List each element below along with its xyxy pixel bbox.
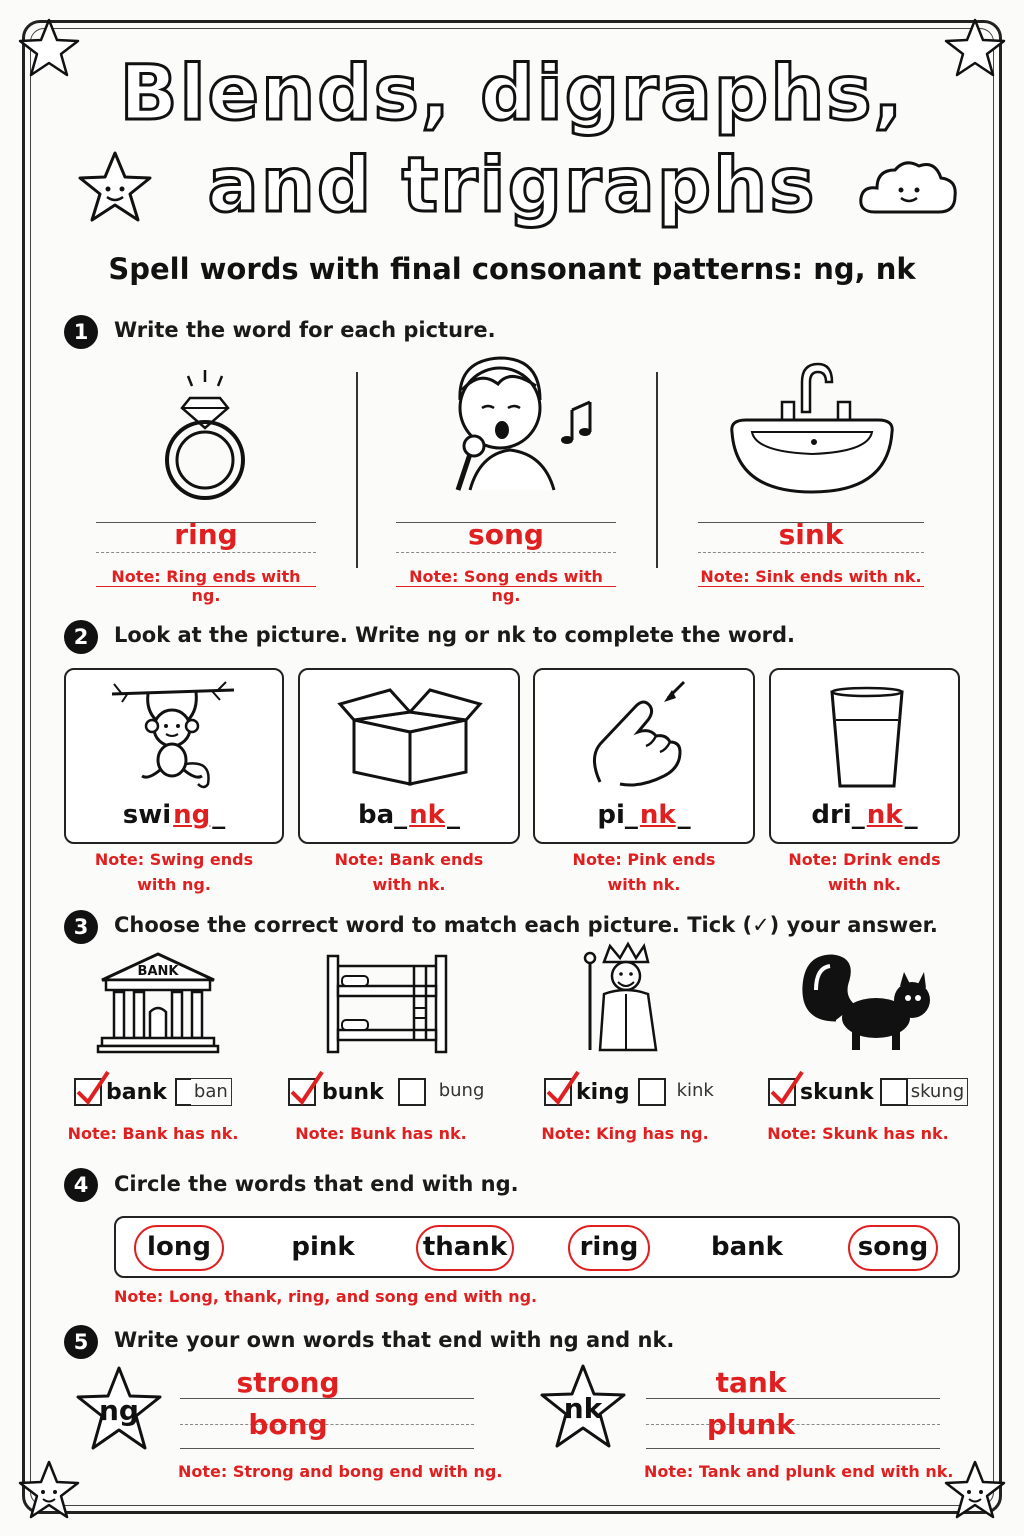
note: with nk.: [607, 875, 681, 894]
choice-bunk: [288, 1078, 487, 1106]
smiling-star-icon: [70, 145, 160, 235]
writing-line: [646, 1448, 940, 1449]
note: Note: Bank has nk.: [67, 1124, 239, 1143]
subtitle: Spell words with final consonant patterns: ng, nk: [108, 252, 916, 286]
word-bank-box: [114, 1216, 960, 1278]
own-word[interactable]: strong: [236, 1366, 340, 1399]
writing-line: [180, 1448, 474, 1449]
king-icon: [572, 940, 672, 1056]
answer-blank[interactable]: nk: [866, 800, 903, 830]
checkmark-icon: [74, 1070, 110, 1108]
note: Note: Skunk has nk.: [767, 1124, 949, 1143]
monkey-swing-icon: [108, 680, 238, 790]
answer-blank[interactable]: nk: [639, 800, 676, 830]
section-number: 3: [64, 910, 98, 944]
word-choice[interactable]: bank: [711, 1232, 783, 1262]
note-underline: [698, 586, 924, 587]
checkbox-checked[interactable]: [288, 1078, 316, 1106]
column-divider: [656, 372, 658, 568]
bank-sign: BANK: [137, 964, 179, 979]
note: Note: Bunk has nk.: [295, 1124, 467, 1143]
corner-star-icon: [14, 1456, 84, 1526]
section4-instruction: Circle the words that end with ng.: [114, 1172, 519, 1196]
choice-correct[interactable]: bunk: [322, 1079, 384, 1105]
choice-wrong[interactable]: ban: [191, 1078, 232, 1106]
word-choice[interactable]: long: [147, 1232, 211, 1262]
note: Note: Bank ends: [334, 850, 484, 869]
note: with ng.: [137, 875, 211, 894]
note: Note: Strong and bong end with ng.: [178, 1462, 503, 1481]
section2-instruction: Look at the picture. Write ng or nk to complete the word.: [114, 623, 796, 647]
checkmark-icon: [544, 1070, 580, 1108]
answer-song[interactable]: song: [468, 518, 544, 551]
smiling-cloud-icon: [855, 150, 965, 230]
writing-line: [698, 552, 924, 553]
choice-correct[interactable]: king: [576, 1079, 630, 1105]
ng-label: ng: [99, 1394, 139, 1427]
nk-label: nk: [563, 1392, 603, 1425]
note: Note: Tank and plunk end with nk.: [644, 1462, 954, 1481]
choice-king: [544, 1078, 717, 1106]
checkbox-empty[interactable]: [638, 1078, 666, 1106]
section5-instruction: Write your own words that end with ng and nk.: [114, 1328, 675, 1352]
writing-line: [396, 552, 616, 553]
word-stem: dri: [811, 800, 852, 830]
word-choice[interactable]: thank: [422, 1232, 508, 1262]
note: Note: Pink ends: [572, 850, 716, 869]
box-icon: [334, 684, 484, 790]
choice-correct[interactable]: skunk: [800, 1079, 874, 1105]
checkbox-empty[interactable]: [175, 1078, 191, 1106]
choice-wrong[interactable]: skung: [908, 1078, 969, 1106]
checkbox-checked[interactable]: [768, 1078, 796, 1106]
title-line-2: and trigraphs: [207, 140, 817, 229]
word-stem: swi: [122, 800, 172, 830]
pinky-finger-icon: [580, 676, 700, 792]
choice-wrong[interactable]: kink: [676, 1080, 714, 1101]
answer-ring[interactable]: ring: [174, 518, 238, 551]
note: Note: Drink ends: [788, 850, 941, 869]
checkbox-empty[interactable]: [398, 1078, 426, 1106]
title-line-1: Blends, digraphs,: [119, 48, 905, 137]
word-stem: pi: [597, 800, 625, 830]
answer-blank[interactable]: ng: [173, 800, 211, 830]
own-word[interactable]: plunk: [706, 1408, 796, 1441]
word-bank: ba_nk_: [358, 800, 460, 830]
glass-icon: [822, 684, 912, 794]
own-word[interactable]: tank: [715, 1366, 787, 1399]
section-number: 5: [64, 1325, 98, 1359]
note: with nk.: [372, 875, 446, 894]
choice-correct[interactable]: bank: [106, 1079, 167, 1105]
answer-blank[interactable]: nk: [409, 800, 445, 830]
note: with nk.: [828, 875, 901, 894]
checkbox-checked[interactable]: [544, 1078, 572, 1106]
checkbox-checked[interactable]: [74, 1078, 102, 1106]
writing-line: [96, 552, 316, 553]
note: Note: Long, thank, ring, and song end with ng.: [114, 1287, 538, 1306]
checkmark-icon: [288, 1070, 324, 1108]
word-choice[interactable]: pink: [291, 1232, 355, 1262]
singing-boy-icon: [440, 350, 620, 500]
choice-skunk: [768, 1078, 968, 1106]
checkbox-empty[interactable]: [880, 1078, 908, 1106]
section-number: 2: [64, 620, 98, 654]
section1-instruction: Write the word for each picture.: [114, 318, 496, 342]
column-divider: [356, 372, 358, 568]
section-number: 1: [64, 315, 98, 349]
checkmark-icon: [768, 1070, 804, 1108]
note: Note: Sink ends with nk.: [700, 567, 922, 586]
answer-sink[interactable]: sink: [778, 518, 844, 551]
note: Note: Swing ends: [94, 850, 254, 869]
word-choice[interactable]: ring: [579, 1232, 639, 1262]
word-pink: pi_nk_: [597, 800, 691, 830]
word-stem: ba: [358, 800, 395, 830]
bunk-bed-icon: [322, 952, 452, 1054]
note: Note: King has ng.: [541, 1124, 709, 1143]
section-number: 4: [64, 1168, 98, 1202]
word-drink: dri_nk_: [811, 800, 918, 830]
note: Note: Song ends with ng.: [409, 567, 603, 605]
word-swing: swing_: [122, 800, 226, 830]
own-word[interactable]: bong: [248, 1408, 328, 1441]
choice-bank: [74, 1078, 232, 1106]
note: Note: Ring ends with ng.: [111, 567, 301, 605]
choice-wrong[interactable]: bung: [438, 1080, 485, 1101]
skunk-icon: [796, 950, 940, 1054]
section3-instruction: Choose the correct word to match each picture. Tick (✓) your answer.: [114, 913, 938, 937]
ring-icon: [150, 362, 260, 502]
word-choice[interactable]: song: [857, 1232, 929, 1262]
sink-icon: [722, 352, 902, 502]
